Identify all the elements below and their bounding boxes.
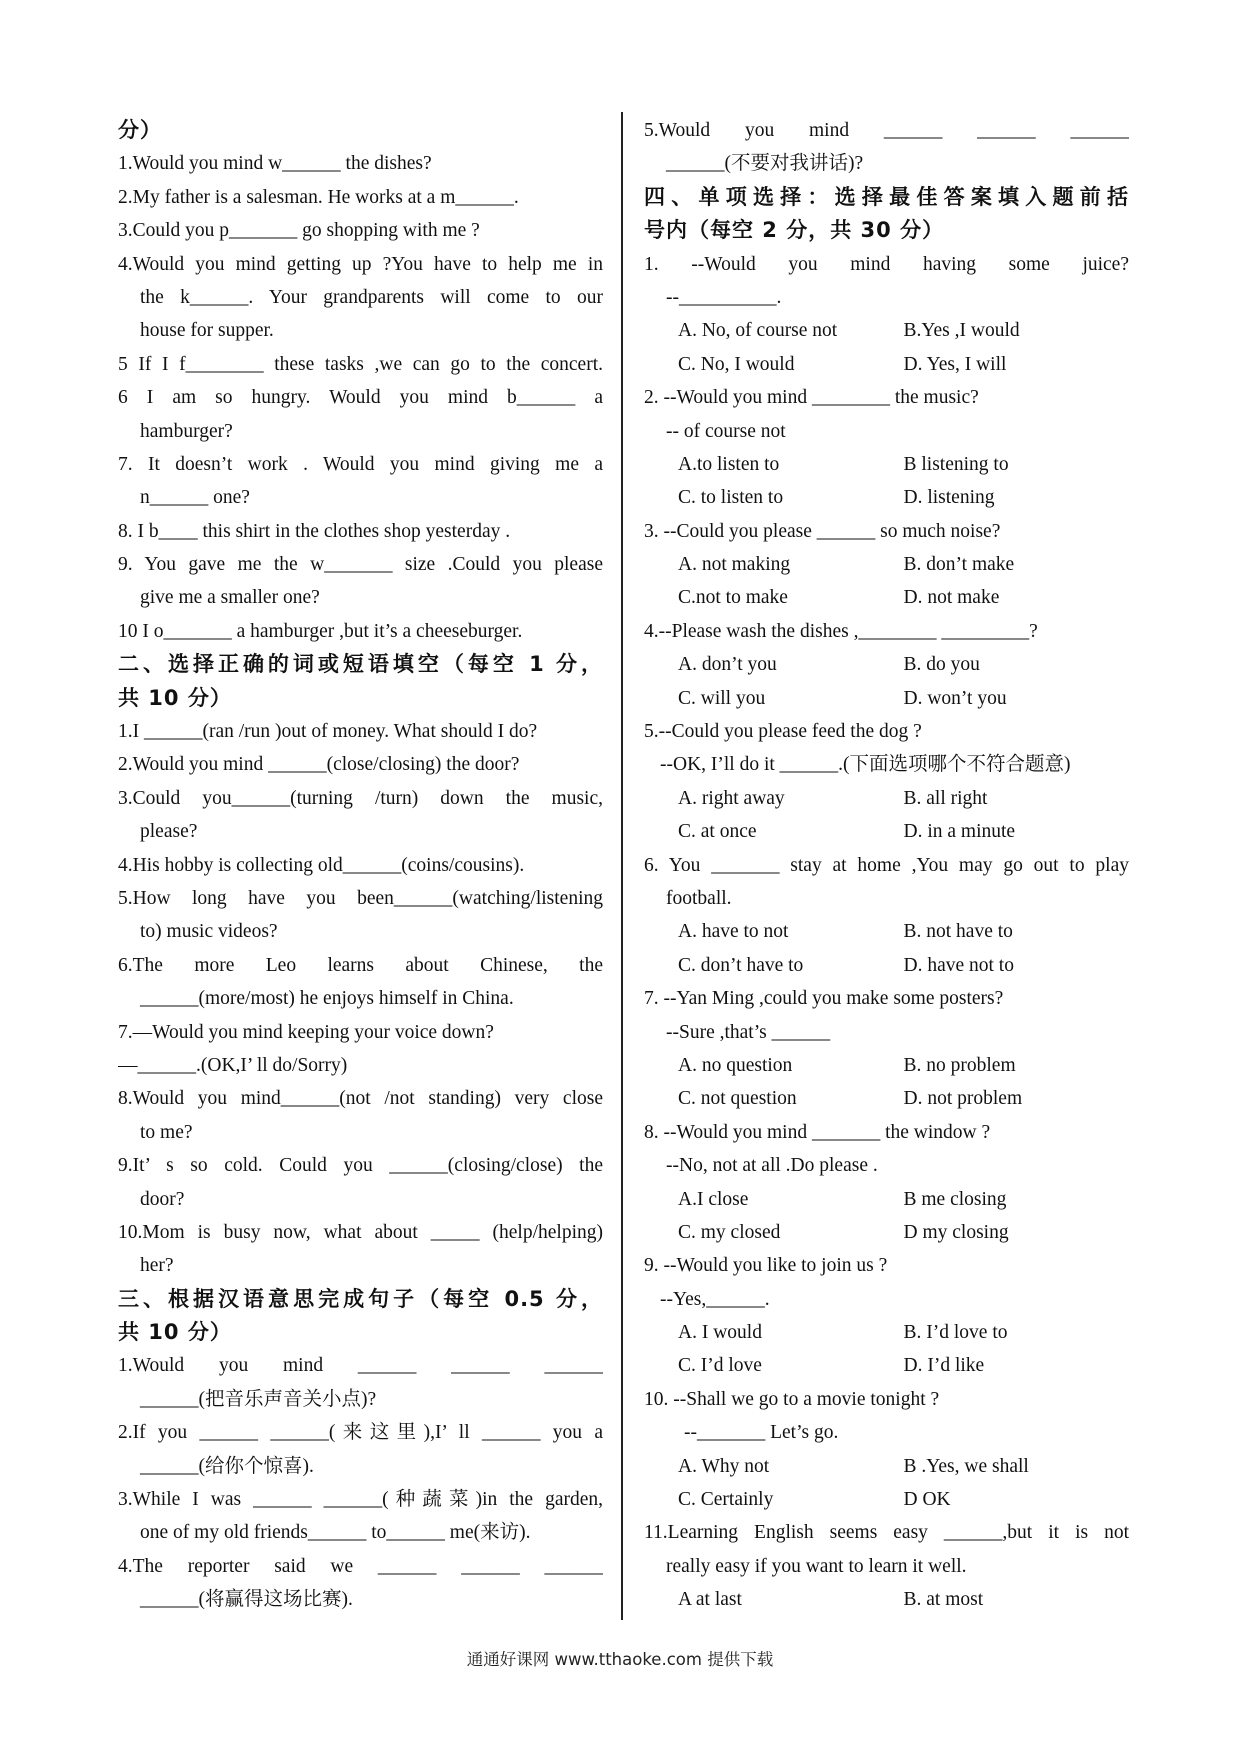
answer-option: C. to listen to [678, 487, 784, 509]
option-row [644, 1450, 1129, 1483]
answer-option: B.Yes ,I would [903, 320, 1020, 342]
option-row [644, 1349, 1129, 1382]
question-line: one of my old friends______ to______ me(来访). [140, 1522, 531, 1544]
question-line: 10.Mom is busy now, what about _____ (help/helping) [118, 1221, 603, 1243]
answer-option: D. listening [903, 487, 995, 509]
answer-option: C. No, I would [678, 353, 795, 375]
question-line: 4.Would you mind getting up ?You have to help me in [118, 253, 603, 275]
answer-option: A. not making [678, 554, 791, 576]
option-row [644, 1216, 1129, 1249]
question-line: football. [666, 887, 732, 909]
option-row [644, 1316, 1129, 1349]
question-line: 1.Would you mind ______ ______ ______ [118, 1355, 603, 1377]
question-line: 10. --Shall we go to a movie tonight ? [644, 1388, 940, 1410]
question-line: --Yes,______. [660, 1288, 770, 1310]
question-line: ______(将赢得这场比赛). [140, 1589, 353, 1611]
answer-option: C. my closed [678, 1221, 781, 1243]
answer-option: D. in a minute [903, 821, 1016, 843]
answer-option: D. not problem [903, 1088, 1023, 1110]
option-row [644, 782, 1129, 815]
question-line: 3.Could you______(turning /turn) down the music, [118, 787, 603, 809]
answer-option: B. not have to [903, 921, 1013, 943]
section-heading: 号内（每空 2 分，共 30 分） [644, 218, 945, 243]
question-line: 2.Would you mind ______(close/closing) the door? [118, 754, 520, 776]
question-line: ______(more/most) he enjoys himself in China. [140, 988, 514, 1010]
option-row [644, 581, 1129, 614]
question-line: --_______ Let’s go. [684, 1422, 839, 1444]
option-row [644, 1082, 1129, 1115]
answer-option: C. I’d love [678, 1355, 762, 1377]
answer-option: D. won’t you [903, 687, 1007, 709]
question-line: 5.How long have you been______(watching/listening [118, 887, 603, 909]
question-line: 1.I ______(ran /run )out of money. What should I do? [118, 721, 538, 743]
option-row [644, 648, 1129, 681]
question-line: --No, not at all .Do please . [666, 1155, 878, 1177]
question-line: 5.Would you mind ______ ______ ______ [644, 120, 1129, 141]
answer-option: C. not question [678, 1088, 797, 1110]
answer-option: B. don’t make [903, 554, 1015, 576]
question-line: 11.Learning English seems easy ______,but it is not [644, 1522, 1129, 1544]
question-line: 1.Would you mind w______ the dishes? [118, 153, 432, 175]
option-row [644, 915, 1129, 948]
answer-option: A. right away [678, 787, 785, 809]
section-heading: 共 10 分） [118, 1320, 232, 1345]
answer-option: B me closing [903, 1188, 1007, 1210]
answer-option: A at last [678, 1589, 742, 1611]
answer-option: D my closing [903, 1221, 1009, 1243]
question-line: 9.It’ s so cold. Could you ______(closing/close) the [118, 1155, 603, 1177]
question-line: 7.—Would you mind keeping your voice down? [118, 1021, 494, 1043]
question-line: to) music videos? [140, 921, 278, 943]
answer-option: C. Certainly [678, 1489, 774, 1511]
question-line: 4.--Please wash the dishes ,________ _________? [644, 620, 1038, 642]
section-heading: 共 10 分） [118, 685, 232, 710]
option-row [644, 448, 1129, 481]
question-line: 4.The reporter said we ______ ______ ______ [118, 1555, 603, 1577]
question-line: 2. --Would you mind ________ the music? [644, 387, 979, 409]
question-line: please? [140, 821, 198, 843]
option-row [644, 682, 1129, 715]
question-line: 9. You gave me the w_______ size .Could you please [118, 554, 603, 576]
section-heading: 二、选择正确的词或短语填空（每空 1 分， [118, 652, 603, 677]
question-line: 7. It doesn’t work . Would you mind giving me a [118, 453, 603, 475]
answer-option: B. do you [903, 654, 980, 676]
answer-option: B. no problem [903, 1054, 1016, 1076]
answer-option: D. Yes, I will [903, 353, 1007, 375]
question-line: 2.My father is a salesman. He works at a m______. [118, 186, 519, 208]
column-divider [621, 112, 623, 1620]
option-row [644, 314, 1129, 347]
answer-option: B. all right [903, 787, 988, 809]
question-line: 9. --Would you like to join us ? [644, 1255, 888, 1277]
question-line: n______ one? [140, 487, 250, 509]
option-row [644, 548, 1129, 581]
question-line: ______(给你个惊喜). [140, 1455, 314, 1477]
answer-option: D. have not to [903, 954, 1014, 976]
answer-option: A.I close [678, 1188, 749, 1210]
question-line: 6.The more Leo learns about Chinese, the [118, 954, 603, 976]
question-line: --Sure ,that’s ______ [666, 1021, 831, 1043]
question-line: —______.(OK,I’ ll do/Sorry) [118, 1054, 348, 1076]
option-row [644, 1049, 1129, 1082]
question-line: 3. --Could you please ______ so much noise? [644, 520, 1001, 542]
answer-option: B listening to [903, 453, 1009, 475]
question-line: 7. --Yan Ming ,could you make some posters? [644, 988, 1004, 1010]
option-row [644, 815, 1129, 848]
answer-option: C.not to make [678, 587, 788, 609]
question-line: give me a smaller one? [140, 587, 320, 609]
question-line: ______(把音乐声音关小点)? [140, 1388, 377, 1410]
left-column [118, 114, 603, 1617]
question-line: her? [140, 1255, 174, 1277]
question-line: 8. I b____ this shirt in the clothes shop yesterday . [118, 520, 511, 542]
question-line: -- of course not [666, 420, 786, 442]
question-line: to me? [140, 1121, 193, 1143]
question-line: really easy if you want to learn it well. [666, 1555, 967, 1577]
question-line: house for supper. [140, 320, 274, 342]
right-column [644, 114, 1129, 1617]
question-line: 3.While I was ______ ______(种蔬菜)in the garden, [118, 1489, 603, 1511]
section-heading: 三、根据汉语意思完成句子（每空 0.5 分， [118, 1286, 603, 1311]
question-line: ______(不要对我讲话)? [666, 153, 864, 175]
answer-option: C. don’t have to [678, 954, 804, 976]
question-line: door? [140, 1188, 185, 1210]
answer-option: C. will you [678, 687, 766, 709]
option-row [644, 348, 1129, 381]
question-line: 1. --Would you mind having some juice? [644, 253, 1129, 275]
question-line: hamburger? [140, 420, 233, 442]
section-heading: 分） [118, 118, 162, 142]
answer-option: A. have to not [678, 921, 789, 943]
question-line: 6 I am so hungry. Would you mind b______ a [118, 387, 603, 409]
question-line: 5.--Could you please feed the dog ? [644, 721, 922, 743]
answer-option: A. don’t you [678, 654, 777, 676]
answer-option: A. no question [678, 1054, 793, 1076]
answer-option: B .Yes, we shall [903, 1455, 1029, 1477]
question-line: 8. --Would you mind _______ the window ? [644, 1121, 991, 1143]
question-line: the k______. Your grandparents will come to our [140, 286, 603, 308]
answer-option: A.to listen to [678, 453, 780, 475]
answer-option: D. I’d like [903, 1355, 985, 1377]
question-line: 6. You _______ stay at home ,You may go out to play [644, 854, 1129, 876]
answer-option: D. not make [903, 587, 1000, 609]
option-row [644, 1583, 1129, 1616]
section-heading: 四、单项选择：选择最佳答案填入题前括 [644, 184, 1129, 209]
question-line: 5 If I f________ these tasks ,we can go to the concert. [118, 353, 603, 375]
option-row [644, 1483, 1129, 1516]
question-line: 4.His hobby is collecting old______(coins/cousins). [118, 854, 525, 876]
answer-option: B. I’d love to [903, 1322, 1008, 1344]
answer-option: A. I would [678, 1322, 762, 1344]
answer-option: B. at most [903, 1589, 984, 1611]
question-line: --__________. [666, 286, 782, 308]
question-line: --OK, I’ll do it ______.(下面选项哪个不符合题意) [660, 754, 1071, 776]
option-row [644, 481, 1129, 514]
answer-option: A. Why not [678, 1455, 770, 1477]
question-line: 8.Would you mind______(not /not standing) very close [118, 1088, 603, 1110]
answer-option: D OK [903, 1489, 951, 1511]
question-line: 2.If you ______ ______(来这里),I’ ll ______ you a [118, 1422, 603, 1444]
question-line: 3.Could you p_______ go shopping with me ? [118, 220, 480, 242]
option-row [644, 949, 1129, 982]
option-row [644, 1183, 1129, 1216]
answer-option: A. No, of course not [678, 320, 838, 342]
question-line: 10 I o_______ a hamburger ,but it’s a cheeseburger. [118, 620, 523, 642]
page-footer: 通通好课网 www.tthaoke.com 提供下载 [466, 1650, 774, 1669]
answer-option: C. at once [678, 821, 757, 843]
